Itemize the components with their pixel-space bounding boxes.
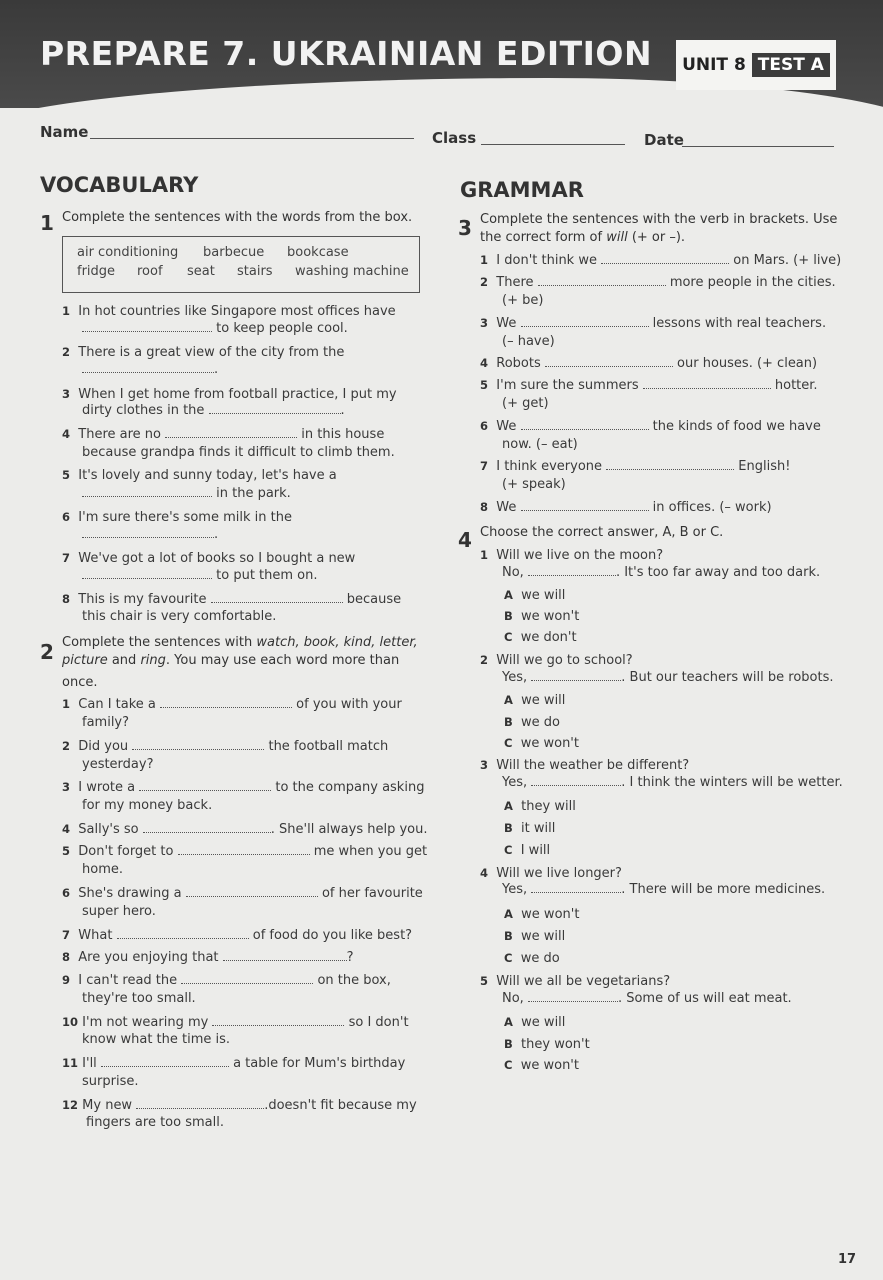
exercise-1-number: 1 (40, 211, 54, 235)
answer-blank[interactable] (521, 499, 649, 511)
list-item: 2 There more people in the cities. (480, 275, 836, 290)
word-box-word: seat (187, 264, 215, 279)
word-box (62, 236, 420, 293)
grammar-heading: GRAMMAR (460, 178, 584, 202)
list-item: (+ get) (502, 396, 549, 411)
list-item: 7 We've got a lot of books so I bought a new (62, 551, 356, 566)
unit-test-badge (676, 40, 836, 90)
list-item: dirty clothes in the . (82, 403, 345, 418)
option-a[interactable]: A they will (504, 799, 576, 814)
list-item: 5 Don't forget to me when you get (62, 844, 428, 859)
answer-blank[interactable] (165, 426, 297, 438)
date-field[interactable] (682, 146, 834, 147)
answer-blank[interactable] (212, 1014, 344, 1026)
option-b[interactable]: B we will (504, 929, 566, 944)
answer-blank[interactable] (521, 418, 649, 430)
list-item: in the park. (82, 485, 291, 503)
answer-blank[interactable] (538, 274, 666, 286)
list-item: 1 Can I take a of you with your (62, 697, 402, 712)
class-label: Class (432, 129, 477, 147)
list-item: 1 Will we live on the moon? (480, 548, 664, 563)
list-item: 2 There is a great view of the city from the (62, 345, 345, 360)
list-item: (+ speak) (502, 477, 566, 492)
exercise-2-instruction-line3: once. (62, 675, 98, 690)
option-a[interactable]: A we will (504, 1015, 566, 1030)
list-item: 3 Will the weather be different? (480, 758, 690, 773)
list-item: 4 Robots our houses. (+ clean) (480, 356, 818, 371)
list-item: know what the time is. (82, 1032, 231, 1047)
answer-blank[interactable] (531, 669, 621, 681)
list-item: 9 I can't read the on the box, (62, 973, 391, 988)
answer-blank[interactable] (117, 927, 249, 939)
list-item: 1 I don't think we on Mars. (+ live) (480, 253, 842, 268)
option-c[interactable]: C we don't (504, 630, 577, 645)
exercise-3-instruction: Complete the sentences with the verb in brackets. Use (480, 212, 838, 227)
word-box-word: barbecue (203, 245, 265, 260)
answer-blank[interactable] (528, 564, 616, 576)
answer-blank[interactable] (143, 821, 271, 833)
answer-blank[interactable] (545, 355, 673, 367)
word-box-word: fridge (77, 264, 116, 279)
word-box-word: bookcase (287, 245, 349, 260)
option-a[interactable]: A we won't (504, 907, 580, 922)
list-item: 5 I'm sure the summers hotter. (480, 378, 818, 393)
answer-blank[interactable] (601, 252, 729, 264)
list-item: 5 Will we all be vegetarians? (480, 974, 671, 989)
answer-blank[interactable] (82, 320, 212, 332)
list-item: 7 I think everyone English! (480, 459, 791, 474)
list-item: 6 I'm sure there's some milk in the (62, 510, 292, 525)
list-item: 11 I'll a table for Mum's birthday (62, 1056, 406, 1071)
option-b[interactable]: B we won't (504, 609, 580, 624)
list-item: home. (82, 862, 123, 877)
exercise-4-number: 4 (458, 528, 472, 552)
list-item: family? (82, 715, 130, 730)
list-item: 3 I wrote a to the company asking (62, 780, 425, 795)
list-item: 2 Will we go to school? (480, 653, 633, 668)
series-title: PREPARE 7. UKRAINIAN EDITION (40, 34, 653, 73)
vocabulary-heading: VOCABULARY (40, 173, 199, 197)
answer-blank[interactable] (178, 843, 310, 855)
exercise-3-number: 3 (458, 216, 472, 240)
word-box-word: stairs (237, 264, 273, 279)
list-item: 8 Are you enjoying that ? (62, 950, 354, 965)
date-label: Date (644, 131, 684, 149)
option-a[interactable]: A we will (504, 588, 566, 603)
exercise-2-number: 2 (40, 640, 54, 664)
answer-blank[interactable] (139, 779, 271, 791)
option-c[interactable]: C we won't (504, 1058, 579, 1073)
list-item: surprise. (82, 1074, 139, 1089)
answer-blank[interactable] (101, 1055, 229, 1067)
answer-blank[interactable] (181, 972, 313, 984)
answer-blank[interactable] (521, 315, 649, 327)
list-item: 3 When I get home from football practice, I put my (62, 387, 397, 402)
list-item: this chair is very comfortable. (82, 609, 277, 624)
list-item: 7 What of food do you like best? (62, 928, 413, 943)
answer-blank[interactable] (606, 458, 734, 470)
answer-blank[interactable] (186, 885, 318, 897)
exercise-2-instruction-line2: picture and ring. You may use each word more than (62, 653, 400, 668)
answer-blank[interactable] (136, 1097, 264, 1109)
list-item: 12 My new .doesn't fit because my (62, 1098, 417, 1113)
list-item: (– have) (502, 334, 555, 349)
list-item: super hero. (82, 904, 156, 919)
answer-blank[interactable] (223, 949, 347, 961)
answer-blank[interactable] (528, 990, 618, 1002)
answer-blank[interactable] (531, 881, 621, 893)
option-a[interactable]: A we will (504, 693, 566, 708)
list-item: now. (– eat) (502, 437, 578, 452)
page-number: 17 (838, 1252, 857, 1267)
word-box-word: washing machine (295, 264, 409, 279)
list-item: yesterday? (82, 757, 154, 772)
list-item: No, . Some of us will eat meat. (502, 991, 792, 1006)
list-item: No, . It's too far away and too dark. (502, 565, 821, 580)
option-c[interactable]: C I will (504, 843, 551, 858)
option-c[interactable]: C we do (504, 951, 560, 966)
exercise-1-instruction: Complete the sentences with the words from the box. (62, 210, 413, 225)
list-item: to keep people cool. (82, 320, 348, 338)
list-item: for my money back. (82, 798, 213, 813)
list-item: . (82, 361, 218, 379)
answer-blank[interactable] (132, 738, 264, 750)
answer-blank[interactable] (211, 591, 343, 603)
exercise-4-instruction: Choose the correct answer, A, B or C. (480, 525, 724, 540)
list-item: 1 In hot countries like Singapore most offices have (62, 304, 396, 319)
unit-label: UNIT 8 (682, 55, 746, 75)
answer-blank[interactable] (160, 696, 292, 708)
list-item: 3 We lessons with real teachers. (480, 316, 827, 331)
list-item: Yes, . I think the winters will be wetter. (502, 775, 843, 790)
name-field[interactable] (90, 138, 414, 139)
list-item: 4 Sally's so . She'll always help you. (62, 822, 428, 837)
word-box-word: air conditioning (77, 245, 179, 260)
list-item: . (82, 526, 218, 544)
answer-blank[interactable] (531, 774, 621, 786)
list-item: Yes, . There will be more medicines. (502, 882, 826, 897)
answer-blank[interactable] (82, 526, 214, 538)
answer-blank[interactable] (209, 402, 341, 414)
answer-blank[interactable] (643, 377, 771, 389)
option-b[interactable]: B they won't (504, 1037, 590, 1052)
option-b[interactable]: B we do (504, 715, 560, 730)
answer-blank[interactable] (82, 485, 212, 497)
list-item: they're too small. (82, 991, 196, 1006)
list-item: 8 We in offices. (– work) (480, 500, 772, 515)
list-item: because grandpa finds it difficult to climb them. (82, 445, 395, 460)
answer-blank[interactable] (82, 361, 214, 373)
test-label: TEST A (752, 53, 830, 77)
exercise-3-instruction-line2: the correct form of will (+ or –). (480, 230, 686, 245)
list-item: to put them on. (82, 567, 318, 585)
list-item: 10 I'm not wearing my so I don't (62, 1015, 409, 1030)
list-item: 4 Will we live longer? (480, 866, 622, 881)
list-item: 6 She's drawing a of her favourite (62, 886, 423, 901)
list-item: fingers are too small. (86, 1115, 224, 1130)
list-item: (+ be) (502, 293, 544, 308)
word-box-word: roof (137, 264, 163, 279)
list-item: 5 It's lovely and sunny today, let's have a (62, 468, 337, 483)
answer-blank[interactable] (82, 567, 212, 579)
list-item: 4 There are no in this house (62, 427, 385, 442)
exercise-2-instruction: Complete the sentences with watch, book, kind, letter, (62, 635, 418, 650)
list-item: 2 Did you the football match (62, 739, 389, 754)
list-item: Yes, . But our teachers will be robots. (502, 670, 834, 685)
list-item: 8 This is my favourite because (62, 592, 402, 607)
option-c[interactable]: C we won't (504, 736, 579, 751)
option-b[interactable]: B it will (504, 821, 556, 836)
list-item: 6 We the kinds of food we have (480, 419, 821, 434)
class-field[interactable] (481, 144, 625, 145)
name-label: Name (40, 123, 89, 141)
